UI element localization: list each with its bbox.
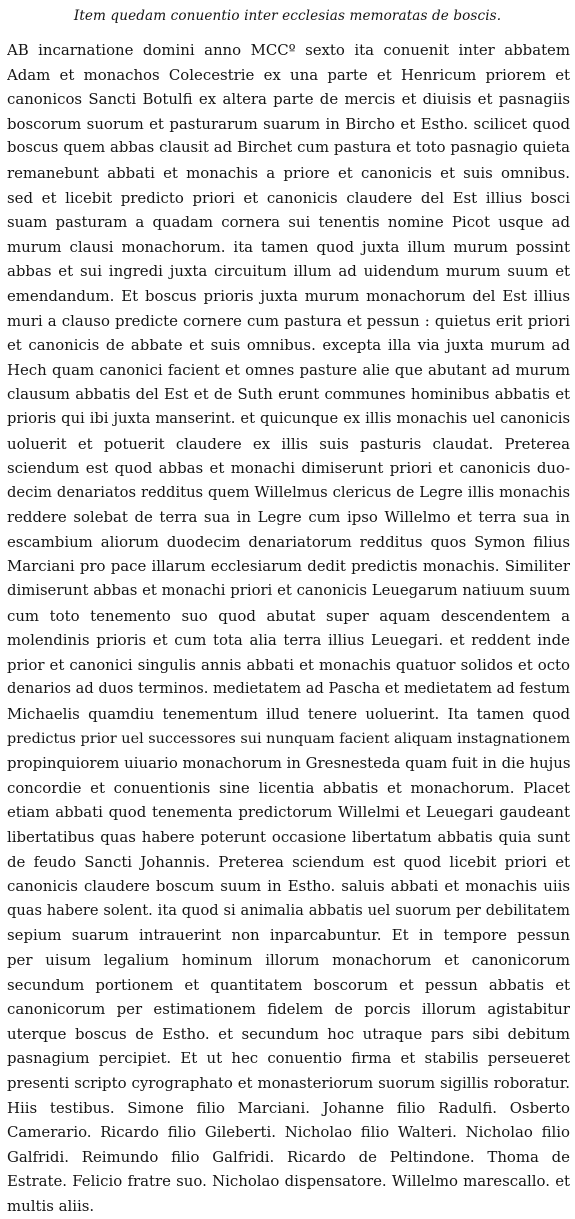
text-line: cum toto tenemento suo quod abutat super aquam descendentem a [7, 606, 570, 625]
text-line: secundum portionem et quantitatem boscorum et pessun abbatis et [7, 975, 570, 994]
text-line: Camerario. Ricardo filio Gileberti. Nicholao filio Walteri. Nicholao filio [7, 1123, 570, 1142]
text-line: dimiserunt abbas et monachi priori et canonicis Leuegarum natiuum suum [7, 582, 570, 600]
text-line: escambium aliorum duodecim denariatorum redditus quos Symon filius [7, 532, 570, 551]
text-line: propinquiorem uiuario monachorum in Gresnesteda quam fuit in die hujus [7, 754, 570, 773]
text-line: multis aliis. [7, 1196, 95, 1215]
text-line: decim denariatos redditus quem Willelmus clericus de Legre illis monachis [7, 483, 570, 501]
text-line: remanebunt abbati et monachis a priore et canonicis et suis omnibus. [7, 163, 570, 182]
text-line: sciendum est quod abbas et monachi dimiserunt priori et canonicis duo- [7, 459, 570, 478]
text-line: Michaelis quamdiu tenementum illud tenere uoluerint. Ita tamen quod [7, 705, 570, 724]
text-line: Estrate. Felicio fratre suo. Nicholao dispensatore. Willelmo marescallo. et [7, 1172, 570, 1191]
text-line: Galfridi. Reimundo filio Galfridi. Ricardo de Peltindone. Thoma de [7, 1147, 570, 1166]
text-line: prior et canonici singulis annis abbati et monachis quatuor solidos et octo [7, 655, 570, 674]
text-line: sepium suarum intrauerint non inparcabuntur. Et in tempore pessun [7, 926, 570, 945]
text-line: canonicos Sancti Botulfi ex altera parte de mercis et diuisis et pasnagiis [7, 90, 570, 109]
text-line: predictus prior uel successores sui nunquam facient aliquam instagnationem [7, 730, 570, 747]
text-line: suam pasturam a quadam cornera sui tenentis nomine Picot usque ad [7, 213, 570, 232]
text-line: quas habere solent. ita quod si animalia abbatis uel suorum per debilitatem [7, 901, 570, 919]
text-line: Hech quam canonici facient et omnes pasture alie que abutant ad murum [7, 360, 570, 379]
text-line: emendandum. Et boscus prioris juxta murum monachorum del Est illius [7, 286, 570, 305]
text-line: sed et licebit predicto priori et canonicis claudere del Est illius bosci [7, 188, 570, 207]
text-line: de feudo Sancti Johannis. Preterea sciendum est quod licebit priori et [7, 852, 570, 871]
text-line: uoluerit et potuerit claudere ex illis suis pasturis claudat. Preterea [7, 434, 570, 453]
text-line: concordie et conuentionis sine licentia abbatis et monachorum. Placet [7, 778, 570, 797]
text-line: et canonicis de abbate et suis omnibus. excepta illa via juxta murum ad [7, 336, 570, 355]
text-line: murum clausi monachorum. ita tamen quod juxta illum murum possint [7, 237, 570, 256]
text-line: uterque boscus de Estho. et secundum hoc utraque pars sibi debitum [7, 1024, 570, 1043]
text-line: molendinis prioris et cum tota alia terra illius Leuegari. et reddent inde [7, 631, 570, 650]
text-line: canonicis claudere boscum suum in Estho. saluis abbati et monachis uiis [7, 877, 570, 896]
document-body [7, 38, 570, 1219]
text-line: pasnagium percipiet. Et ut hec conuentio firma et stabilis perseueret [7, 1049, 570, 1068]
text-line: Adam et monachos Colecestrie ex una parte et Henricum priorem et [7, 65, 570, 84]
text-line: muri a clauso predicte cornere cum pastura et pessun : quietus erit priori [7, 311, 570, 330]
text-line: abbas et sui ingredi juxta circuitum illum ad uidendum murum suum et [7, 262, 570, 281]
text-line: prioris qui ibi juxta manserint. et quicunque ex illis monachis uel canonicis [7, 409, 570, 427]
text-line: presenti scripto cyrographato et monasteriorum suorum sigillis roboratur. [7, 1073, 570, 1092]
text-line: AB incarnatione domini anno MCCº sexto ita conuenit inter abbatem [7, 41, 570, 59]
text-line: reddere solebat de terra sua in Legre cum ipso Willelmo et terra sua in [7, 508, 570, 527]
text-line: libertatibus quas habere poterunt occasione libertatum abbatis quia sunt [7, 828, 570, 846]
text-line: etiam abbati quod tenementa predictorum Willelmi et Leuegari gaudeant [7, 803, 570, 822]
document-heading: Item quedam conuentio inter ecclesias memoratas de boscis. [73, 8, 502, 24]
text-line: boscorum suorum et pasturarum suarum in Bircho et Estho. scilicet quod [7, 114, 570, 133]
text-line: canonicorum per estimationem fidelem de porcis illorum agistabitur [7, 1000, 570, 1019]
text-line: boscus quem abbas clausit ad Birchet cum pastura et toto pasnagio quieta [7, 139, 570, 157]
text-line: per uisum legalium hominum illorum monachorum et canonicorum [7, 950, 570, 969]
text-line: denarios ad duos terminos. medietatem ad Pascha et medietatem ad festum [7, 680, 570, 698]
text-line: Hiis testibus. Simone filio Marciani. Johanne filio Radulfi. Osberto [7, 1098, 570, 1117]
text-line: Marciani pro pace illarum ecclesiarum dedit predictis monachis. Similiter [7, 557, 570, 576]
text-line: clausum abbatis del Est et de Suth erunt communes hominibus abbatis et [7, 385, 570, 404]
